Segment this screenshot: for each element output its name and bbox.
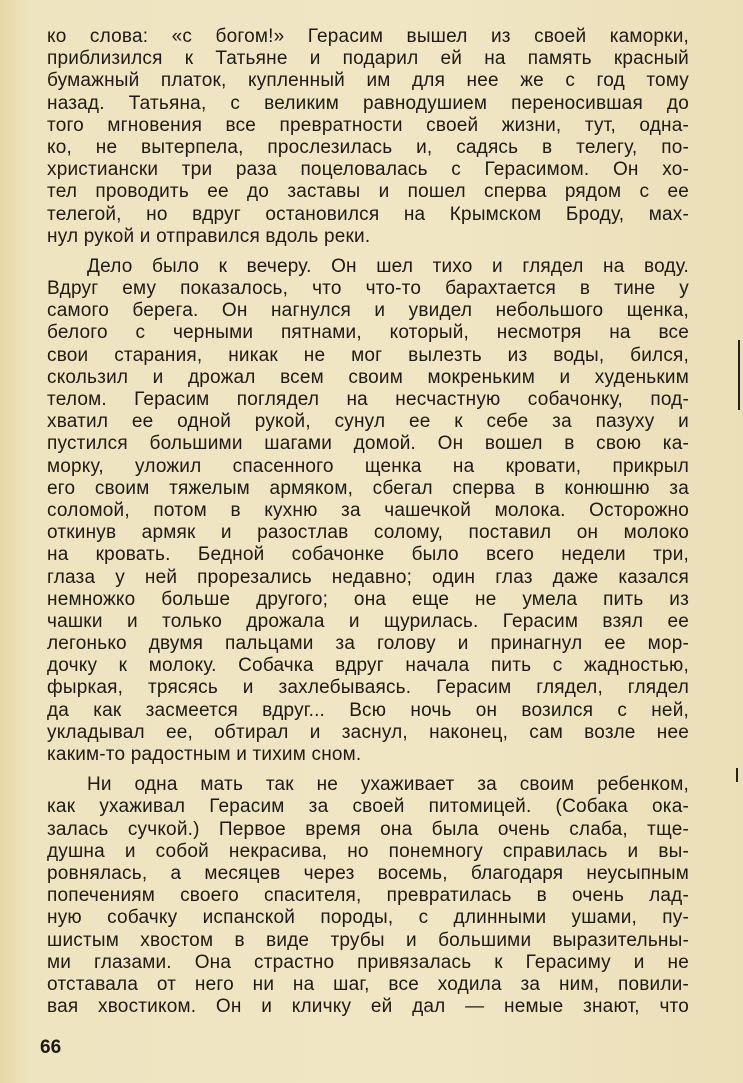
text-line: назад. Татьяна, с великим равнодушием переносившая до [47, 92, 689, 114]
page-text [47, 26, 689, 1026]
text-line: шистым хвостом в виде трубы и большими выразительны- [47, 929, 689, 951]
text-line: тел проводить ее до заставы и пошел сперва рядом с ее [47, 181, 689, 203]
text-line: фыркая, трясясь и захлебываясь. Герасим глядел, глядел [47, 677, 689, 699]
page-edge-mark [736, 768, 738, 782]
text-line: скользил и дрожал всем своим мокреньким и худеньким [47, 366, 689, 388]
text-line: залась сучкой.) Первое время она была очень слаба, тще- [47, 818, 689, 840]
text-line: попечениям своего спасителя, превратилась в очень лад- [47, 885, 689, 907]
text-line: откинув армяк и разостлав солому, поставил он молоко [47, 522, 689, 544]
text-line: приблизился к Татьяне и подарил ей на память красный [47, 48, 689, 70]
page-number: 66 [40, 1037, 62, 1058]
text-line: самого берега. Он нагнулся и увидел небольшого щенка, [47, 300, 689, 322]
text-line: на кровать. Бедной собачонке было всего недели три, [47, 544, 689, 566]
text-line: христиански три раза поцеловалась с Герасимом. Он хо- [47, 159, 689, 181]
text-line: Дело было к вечеру. Он шел тихо и глядел на воду. [87, 255, 689, 277]
paragraph [47, 774, 689, 1018]
text-line: соломой, потом в кухню за чашечкой молока. Осторожно [47, 499, 689, 521]
text-line: нул рукой и отправился вдоль реки. [47, 225, 371, 247]
paragraph [47, 26, 689, 248]
text-line: белого с черными пятнами, который, несмотря на все [47, 322, 689, 344]
paragraph [47, 256, 689, 766]
text-line: легонько двумя пальцами за голову и принагнул ее мор- [47, 633, 689, 655]
text-line: как ухаживал Герасим за своей питомицей. (Собака ока- [47, 796, 689, 818]
text-line: да как засмеется вдруг... Всю ночь он возился с ней, [47, 699, 689, 721]
page-edge-mark [738, 340, 740, 410]
text-line: ко, не вытерпела, прослезилась и, садясь в телегу, по- [47, 136, 689, 158]
text-line: ми глазами. Она страстно привязалась к Герасиму и не [47, 951, 689, 973]
text-line: пустился большими шагами домой. Он вошел в свою ка- [47, 433, 689, 455]
text-line: ную собачку испанской породы, с длинными ушами, пу- [47, 907, 689, 929]
text-line: ко слова: «с богом!» Герасим вышел из своей каморки, [47, 26, 689, 47]
text-line: морку, уложил спасенного щенка на кровати, прикрыл [47, 455, 689, 477]
text-line: вая хвостиком. Он и кличку ей дал — немые знают, что [47, 996, 689, 1018]
text-line: укладывал ее, обтирал и заснул, наконец, сам возле нее [47, 721, 689, 743]
text-line: ровнялась, а месяцев через восемь, благодаря неусыпным [47, 862, 689, 884]
text-line: чашки и только дрожала и щурилась. Герасим взял ее [47, 610, 689, 632]
text-line: свои старания, никак не мог вылезть из воды, бился, [47, 344, 689, 366]
text-line: каким-то радостным и тихим сном. [47, 744, 362, 765]
text-line: того мгновения все превратности своей жизни, тут, одна- [47, 114, 689, 136]
text-line: душна и собой некрасива, но понемногу справилась и вы- [47, 840, 689, 862]
text-line: Ни одна мать так не ухаживает за своим ребенком, [87, 774, 689, 796]
text-line: дочку к молоку. Собачка вдруг начала пить с жадностью, [47, 655, 689, 677]
text-line: бумажный платок, купленный им для нее же с год тому [47, 70, 689, 92]
text-line: телегой, но вдруг остановился на Крымском Броду, мах- [47, 203, 689, 225]
text-line: хватил ее одной рукой, сунул ее к себе за пазуху и [47, 411, 689, 433]
text-line: телом. Герасим поглядел на несчастную собачонку, под- [47, 389, 689, 410]
text-line: его своим тяжелым армяком, сбегал сперва в конюшню за [47, 477, 689, 499]
text-line: немножко больше другого; она еще не умела пить из [47, 588, 689, 610]
text-line: отставала от него ни на шаг, все ходила за ним, повили- [47, 973, 689, 995]
text-line: глаза у ней прорезались недавно; один глаз даже казался [47, 566, 689, 588]
text-line: Вдруг ему показалось, что что-то барахтается в тине у [47, 278, 689, 300]
